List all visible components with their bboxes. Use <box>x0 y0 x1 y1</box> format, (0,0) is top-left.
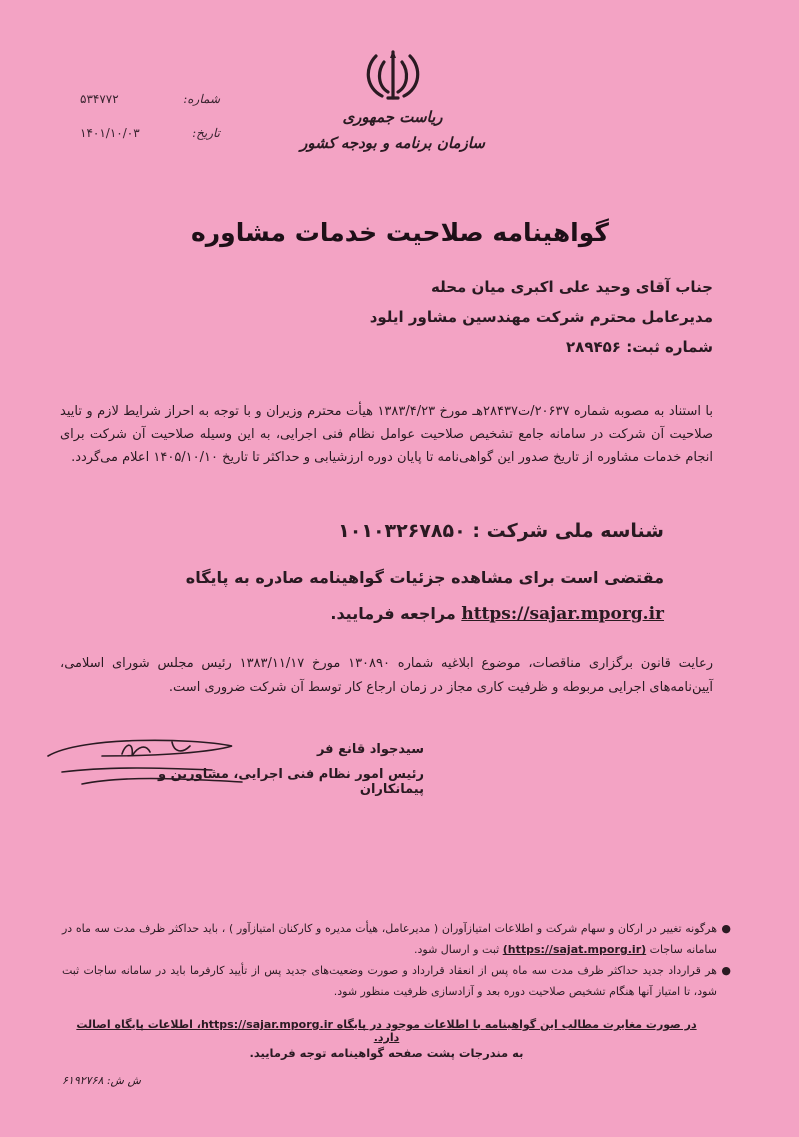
note-1-text-a: هرگونه تغییر در ارکان و سهام شرکت و اطلاعات امتیازآوران ( مدیرعامل، هیأت مدیره و کارکنان امتیازآور ) ، باید حداکثر ظرف مدت سه ماه در سامانه ساجات <box>62 922 717 956</box>
footer-code: ش ش: ۶۱۹۲۷۶۸ <box>62 1074 141 1087</box>
body-paragraph: با استناد به مصوبه شماره ۲۰۶۳۷/ت۲۸۴۳۷هـ مورخ ۱۳۸۳/۴/۲۳ هیأت محترم وزیران و با توجه به احراز شرایط لازم و تایید صلاحیت آن شرکت در سامانه جامع تشخیص صلاحیت عوامل نظام فنی اجرایی، به این وسیله صلاحیت آن شرکت برای انجام خدمات مشاوره از تاریخ صدور این گواهی‌نامه تا پایان دوره ارزشیابی و حداکثر تا تاریخ ۱۴۰۵/۱۰/۱۰ اعلام می‌گردد. <box>60 404 713 465</box>
date-label: تاریخ: <box>192 126 220 140</box>
bullet-icon: ● <box>721 964 731 977</box>
number-value: ۵۳۴۷۷۲ <box>80 92 119 106</box>
recipient-block <box>213 272 713 362</box>
organization-name <box>300 108 485 152</box>
signatory-block <box>94 742 424 797</box>
request-line-1: مقتضی است برای مشاهده جزئیات گواهینامه صادره به پایگاه <box>185 568 664 587</box>
request-suffix: مراجعه فرمایید. <box>330 604 456 623</box>
iran-emblem-icon <box>362 48 424 104</box>
recipient-name: جناب آقای وحید علی اکبری میان محله <box>430 278 713 296</box>
sajat-link[interactable]: (https://sajat.mporg.ir) <box>502 943 647 956</box>
registration-number <box>213 332 713 362</box>
sajar-link[interactable]: https://sajar.mporg.ir <box>461 604 664 624</box>
number-date-block <box>80 82 220 150</box>
org-line-2: سازمان برنامه و بودجه کشور <box>300 134 485 152</box>
request-line-2 <box>104 596 664 632</box>
back-page-notice: به مندرجات پشت صفحه گواهینامه توجه فرمایید. <box>249 1046 524 1060</box>
validity-warning: در صورت مغایرت مطالب این گواهینامه با اطلاعات موجود در پایگاه https://sajar.mporg.ir، اطلاعات پایگاه اصالت دارد. <box>76 1018 697 1044</box>
compliance-paragraph: رعایت قانون برگزاری مناقصات، موضوع ابلاغیه شماره ۱۳۰۸۹۰ مورخ ۱۳۸۳/۱۱/۱۷ رئیس مجلس شورای اسلامی، آیین‌نامه‌های اجرایی مربوطه و ظرفیت کاری مجاز در زمان ارجاع کار توسط آن شرکت ضروری است. <box>60 656 714 695</box>
national-id-value: ۱۰۱۰۳۲۶۷۸۵۰ <box>338 520 466 542</box>
notes-list <box>62 918 731 1002</box>
recipient-position: مدیرعامل محترم شرکت مهندسین مشاور ایلود <box>369 308 713 326</box>
bullet-icon: ● <box>721 922 731 935</box>
note-2-text: هر قرارداد جدید حداکثر ظرف مدت سه ماه پس از انعقاد قرارداد و صورت وضعیت‌های جدید پس از تأیید کارفرما باید در سامانه ساجات ثبت شود، تا امتیاز آنها هنگام تشخیص صلاحیت دوره بعد و آزادسازی ظرفیت منظور شود. <box>62 964 717 998</box>
national-id <box>164 520 664 542</box>
org-line-1: ریاست جمهوری <box>342 108 443 126</box>
note-1-text-b: ثبت و ارسال شود. <box>414 943 500 956</box>
registration-value: ۲۸۹۴۵۶ <box>566 338 621 356</box>
request-block <box>104 560 664 632</box>
date-value: ۱۴۰۱/۱۰/۰۳ <box>80 126 140 140</box>
signatory-name: سیدجواد قانع فر <box>316 742 424 757</box>
note-item-2 <box>62 960 731 1002</box>
certificate-title: گواهینامه صلاحیت خدمات مشاوره <box>191 218 609 247</box>
number-label: شماره: <box>183 92 220 106</box>
national-id-label: شناسه ملی شرکت : <box>472 520 664 542</box>
signatory-role: رئیس امور نظام فنی اجرایی، مشاورین و پیمانکاران <box>158 767 424 797</box>
registration-label: شماره ثبت: <box>626 338 713 356</box>
note-item-1 <box>62 918 731 960</box>
